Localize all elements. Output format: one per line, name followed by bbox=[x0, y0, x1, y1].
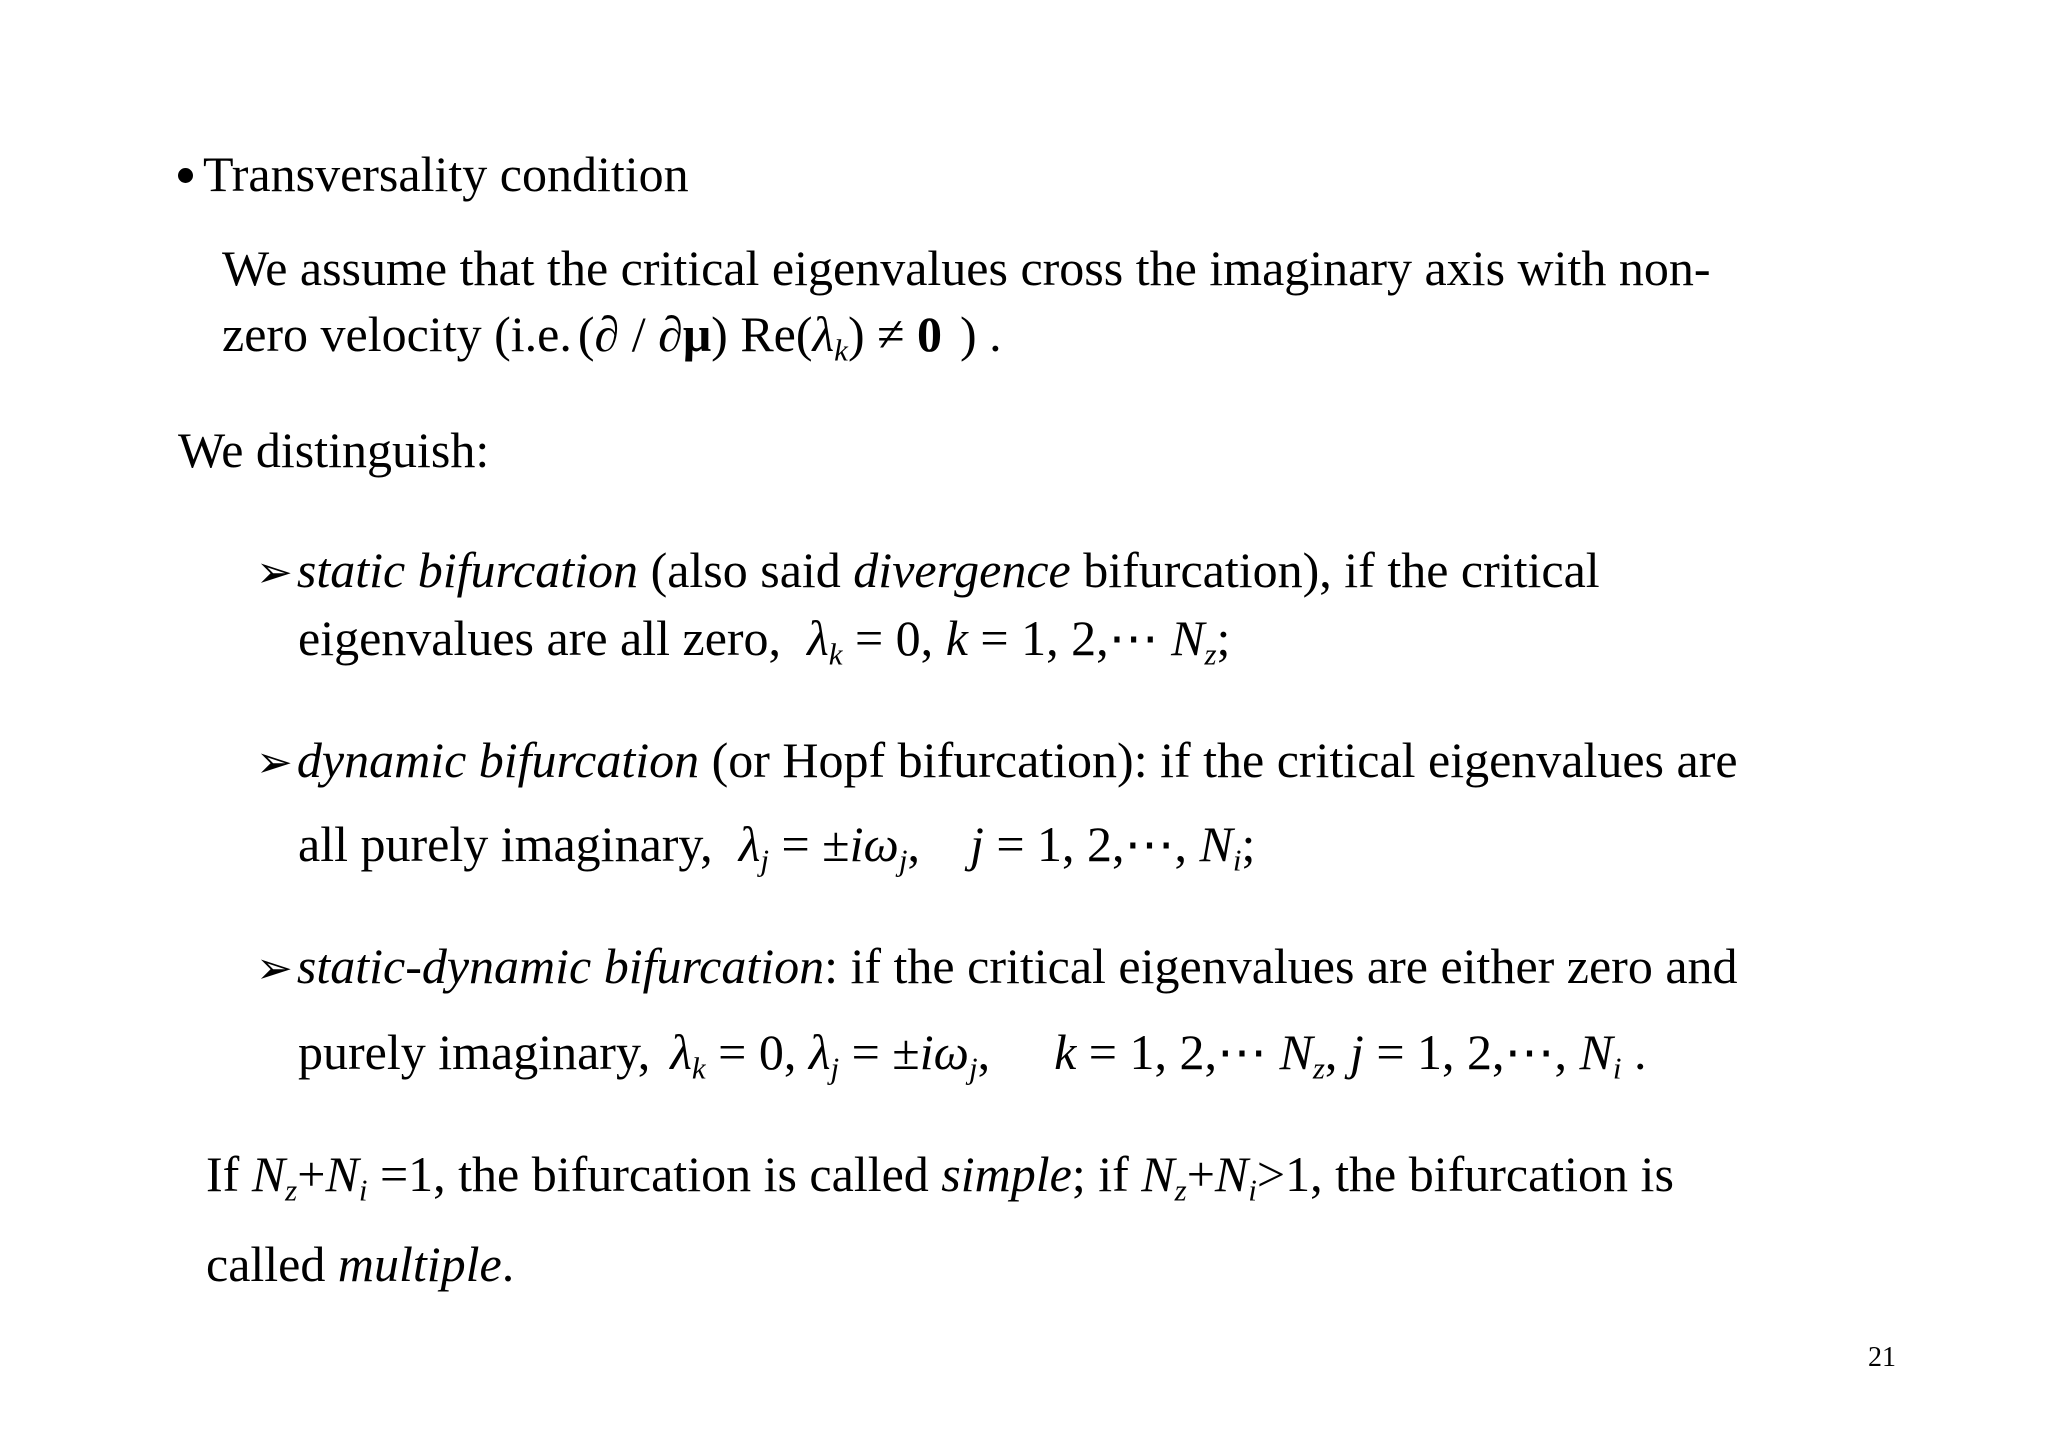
conclusion-gt1: >1, the bifurcation is bbox=[1256, 1146, 1674, 1202]
item-static-dynamic-line-1 bbox=[256, 936, 1738, 999]
heading-text: Transversality condition bbox=[203, 146, 689, 202]
item-dynamic-text-a: (or Hopf bifurcation): if the critical eigenvalues are bbox=[699, 732, 1738, 788]
item-dynamic-line-2 bbox=[298, 814, 1256, 878]
item-static-dynamic-term: static-dynamic bifurcation bbox=[296, 938, 825, 994]
item-static-dynamic-line-2 bbox=[298, 1022, 1647, 1086]
conclusion-if: If bbox=[206, 1146, 252, 1202]
conclusion-line-1 bbox=[206, 1144, 1674, 1208]
conclusion-sum-formula-2: $N_z+N_i$ bbox=[1141, 1146, 1257, 1208]
transversality-line-2-pre: zero velocity (i.e. bbox=[222, 306, 572, 362]
item-dynamic-line-2-text: all purely imaginary, bbox=[298, 816, 713, 872]
conclusion-called: called bbox=[206, 1236, 338, 1292]
conclusion-simple: simple bbox=[941, 1146, 1072, 1202]
item-static-line-2 bbox=[298, 608, 1231, 672]
item-static-line-2-text: eigenvalues are all zero, bbox=[298, 610, 782, 666]
bullet-heading bbox=[178, 144, 689, 204]
item-static-term: static bifurcation bbox=[296, 542, 639, 598]
conclusion-eq1: =1, the bifurcation is called bbox=[367, 1146, 942, 1202]
arrow-bullet-icon: ➢ bbox=[256, 737, 293, 788]
conclusion-sum-formula: $N_z+N_i$ bbox=[251, 1146, 368, 1208]
item-dynamic-formula: $\lambda_j = \pm i\omega_j$, j = 1, 2,⋯, $N_i$; bbox=[738, 816, 1256, 878]
transversality-line-2-post: ) . bbox=[960, 306, 1002, 362]
bullet-dot-icon bbox=[178, 168, 193, 183]
conclusion-multiple: multiple bbox=[337, 1236, 502, 1292]
item-static-dynamic-line-2-text: purely imaginary, bbox=[298, 1024, 651, 1080]
conclusion-line-2 bbox=[206, 1234, 514, 1294]
conclusion-mid: ; if bbox=[1071, 1146, 1142, 1202]
item-static-text-b: bifurcation), if the critical bbox=[1070, 542, 1600, 598]
item-dynamic-term: dynamic bifurcation bbox=[296, 732, 700, 788]
item-static-formula: $\lambda_k = 0$, k = 1, 2,⋯ $N_z$; bbox=[807, 610, 1231, 672]
item-static-dynamic-formula: $\lambda_k = 0$, $\lambda_j = \pm i\omega_j$, k = 1, 2,⋯ $N_z$, j = 1, 2,⋯, $N_i$ . bbox=[670, 1024, 1647, 1086]
item-dynamic-line-1 bbox=[256, 730, 1738, 793]
distinguish-text: We distinguish: bbox=[178, 422, 490, 478]
transversality-formula: (∂ / ∂μ) $Re(\lambda_k) \ne 0$ bbox=[577, 306, 943, 368]
item-static-text-a: (also said bbox=[638, 542, 854, 598]
item-static-line-1 bbox=[256, 540, 1600, 603]
item-static-term2: divergence bbox=[853, 542, 1071, 598]
transversality-line-1: We assume that the critical eigenvalues cross the imaginary axis with non- bbox=[222, 240, 1711, 296]
transversality-line-2 bbox=[222, 304, 1002, 368]
page-number: 21 bbox=[1868, 1342, 1896, 1373]
arrow-bullet-icon: ➢ bbox=[256, 547, 293, 598]
conclusion-end: . bbox=[501, 1236, 515, 1292]
arrow-bullet-icon: ➢ bbox=[256, 943, 293, 994]
item-static-dynamic-text-a: : if the critical eigenvalues are either zero and bbox=[824, 938, 1738, 994]
